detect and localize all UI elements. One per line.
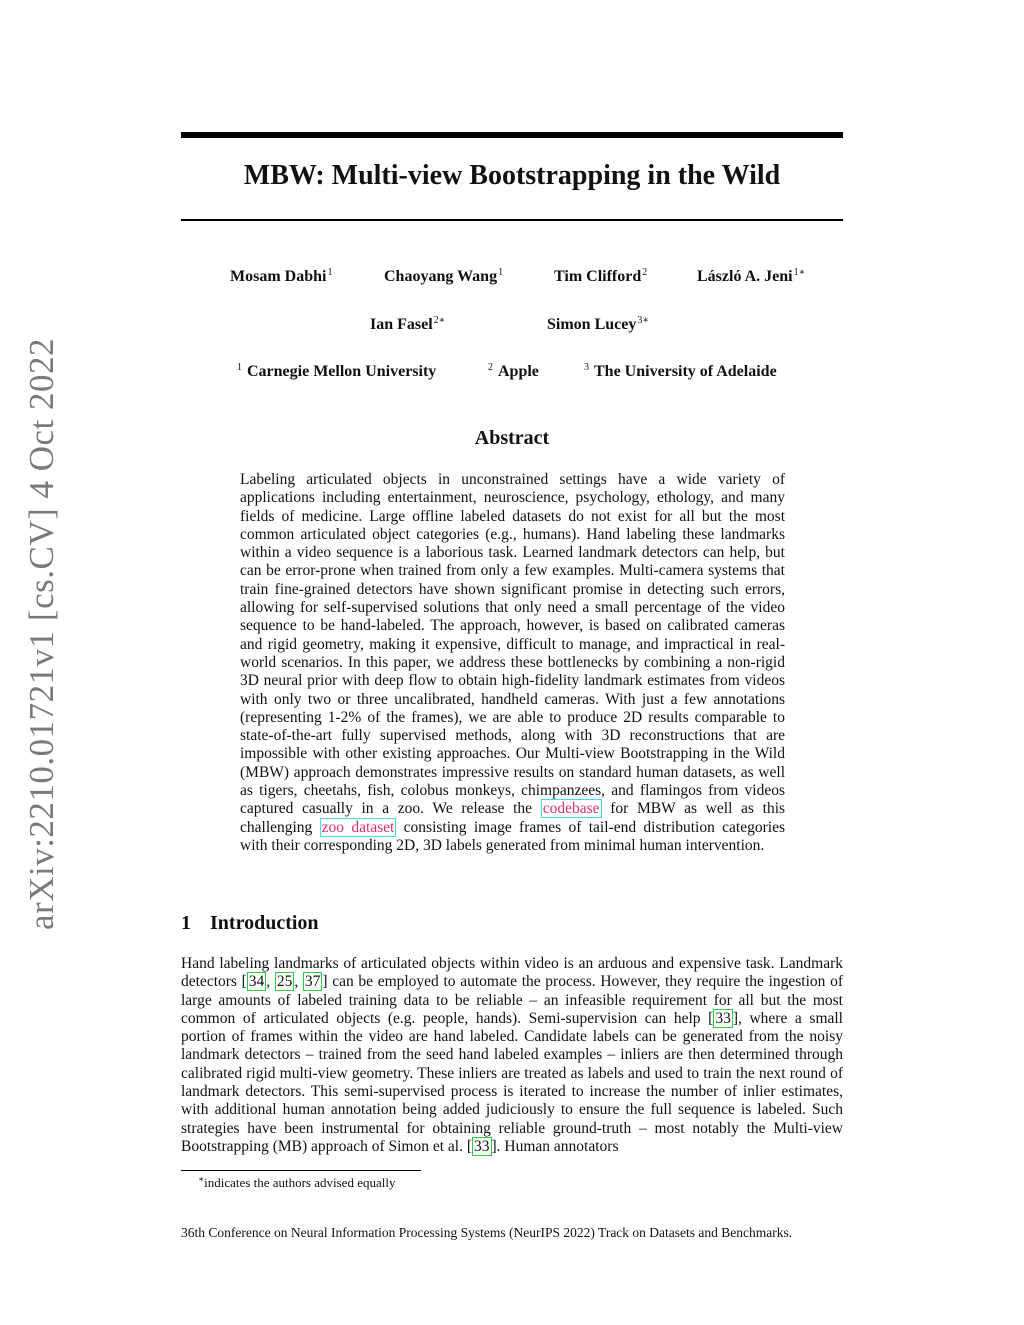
author-ian-fasel: Ian Fasel$^{2∗}$ bbox=[370, 315, 446, 333]
zoo-dataset-link[interactable]: zoo dataset bbox=[321, 818, 395, 836]
codebase-link[interactable]: codebase bbox=[542, 800, 600, 818]
footnote: ∗indicates the authors advised equally bbox=[198, 1174, 396, 1190]
conference-footer: 36th Conference on Neural Information Processing Systems (NeurIPS 2022) Track on Datasets and Benchmarks. bbox=[181, 1225, 793, 1240]
author-chaoyang-wang: Chaoyang Wang$^1$ bbox=[384, 267, 504, 285]
author-tim-clifford: Tim Clifford$^2$ bbox=[554, 267, 648, 285]
arxiv-identifier-stamp: arXiv:2210.01721v1 [cs.CV] 4 Oct 2022 bbox=[22, 337, 61, 930]
affiliation-cmu: $^1$ Carnegie Mellon University bbox=[237, 362, 437, 380]
author-mosam-dabhi: Mosam Dabhi$^1$ bbox=[230, 267, 333, 285]
title-top-rule bbox=[181, 132, 843, 138]
introduction-heading: 1 Introduction bbox=[181, 912, 319, 934]
abstract-heading: Abstract bbox=[474, 427, 550, 449]
footnote-rule bbox=[181, 1170, 421, 1171]
author-laszlo-jeni: László A. Jeni$^{1∗}$ bbox=[697, 267, 806, 285]
title-bottom-rule bbox=[181, 219, 843, 221]
introduction-body: Hand labeling landmarks of articulated objects within video is an arduous and expensive task. Landmark detectors [ 34 , 25 , 37 ] can be employed to automate the process. However, they require the ingestion of large amounts of labeled training data to be reliable – an infeasible requirement for all but the most common of articulated objects (e.g. people, hands). Semi-supervision can help [ 33 ], where a small portion of frames within the video are hand labeled. Candidate labels can be generated from the noisy landmark detectors – trained from the seed hand labeled examples – inliers are then determined through calibrated rigid multi-view geometry. These inliers are treated as labels and used to train the next round of landmark detectors. This semi-supervised process is iterated to increase the number of inlier estimates, with additional human annotation being added judiciously to ensure the full sequence is labeled. Such strategies have been instrumental for obtaining reliable ground-truth – most notably the Multi-view Bootstrapping (MB) approach of Simon et al. [ 33 ]. Human annotators bbox=[181, 955, 843, 1155]
citation-link[interactable]: 34 bbox=[248, 973, 265, 991]
paper-title: MBW: Multi-view Bootstrapping in the Wild bbox=[243, 160, 781, 191]
citation-link[interactable]: 37 bbox=[304, 973, 321, 991]
citation-link[interactable]: 33 bbox=[474, 1137, 490, 1155]
author-simon-lucey: Simon Lucey$^{3∗}$ bbox=[547, 315, 650, 333]
affiliation-apple: $^2$ Apple bbox=[488, 362, 539, 380]
affiliation-adelaide: $^3$ The University of Adelaide bbox=[584, 362, 777, 380]
citation-link[interactable]: 25 bbox=[276, 973, 293, 991]
abstract-body: Labeling articulated objects in unconstrained settings have a wide variety of applications including entertainment, neuroscience, psychology, ethology, and many fields of medicine. Large offline labeled datasets do not exist for all but the most common articulated object categories (e.g., humans). Hand labeling these landmarks within a video sequence is a laborious task. Learned landmark detectors can help, but can be error-prone when trained from only a few examples. Multi-camera systems that train fine-grained detectors have shown significant promise in detecting such errors, allowing for self-supervised solutions that only need a small percentage of the video sequence to be hand-labeled. The approach, however, is based on calibrated cameras and rigid geometry, making it expensive, difficult to manage, and impractical in real-world scenarios. In this paper, we address these bottlenecks by combining a non-rigid 3D neural prior with deep flow to obtain high-fidelity landmark estimates from videos with only two or three uncalibrated, handheld cameras. With just a few annotations (representing 1-2% of the frames), we are able to produce 2D results comparable to state-of-the-art fully supervised methods, along with 3D reconstructions that are impossible with other existing approaches. Our Multi-view Bootstrapping in the Wild (MBW) approach demonstrates impressive results on standard human datasets, as well as tigers, cheetahs, fish, colobus monkeys, chimpanzees, and flamingos from videos captured casually in a zoo. We release the codebase for MBW as well as this challenging zoo dataset consisting image frames of tail-end distribution categories with their corresponding 2D, 3D labels generated from minimal human intervention. bbox=[240, 471, 786, 854]
citation-link[interactable]: 33 bbox=[715, 1009, 731, 1027]
